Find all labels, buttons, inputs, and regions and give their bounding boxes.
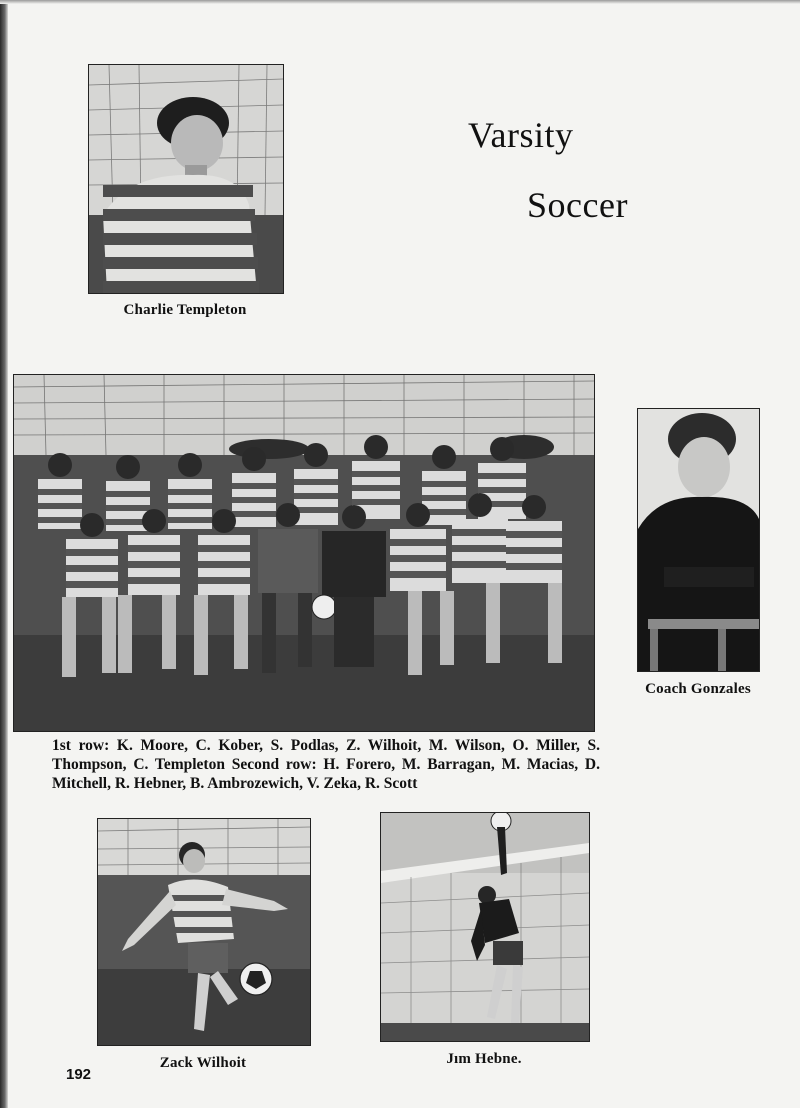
- kick-image: [98, 819, 310, 1045]
- team-roster-caption: 1st row: K. Moore, C. Kober, S. Podlas, Z. Wilhoit, M. Wilson, O. Miller, S. Thompson, C. Templeton Second row: H. Forero, M. Barragan, M. Macias, D. Mitchell, R. Hebner, B. Ambrozewich, V. Zeka, R. Scott: [52, 737, 600, 792]
- binding-edge: [0, 0, 8, 1108]
- player-portrait-photo: [88, 64, 284, 294]
- page-top-edge: [0, 0, 800, 4]
- kick-caption: Zack Wilhoit: [159, 1055, 247, 1071]
- goalkeeper-image: [381, 813, 589, 1041]
- team-image: [14, 375, 594, 731]
- title-soccer: Soccer: [527, 185, 628, 225]
- page-number: 192: [66, 1066, 92, 1083]
- goalkeeper-photo: [380, 812, 590, 1042]
- portrait-image: [89, 65, 283, 293]
- player-kick-photo: [97, 818, 311, 1046]
- coach-image: [638, 409, 759, 671]
- portrait-caption: Charlie Templeton: [123, 302, 247, 318]
- coach-portrait-photo: [637, 408, 760, 672]
- title-varsity: Varsity: [468, 115, 574, 155]
- team-photo: [13, 374, 595, 732]
- coach-caption: Coach Gonzales: [645, 681, 751, 697]
- goalkeeper-caption: Jım Hebne.: [446, 1051, 522, 1067]
